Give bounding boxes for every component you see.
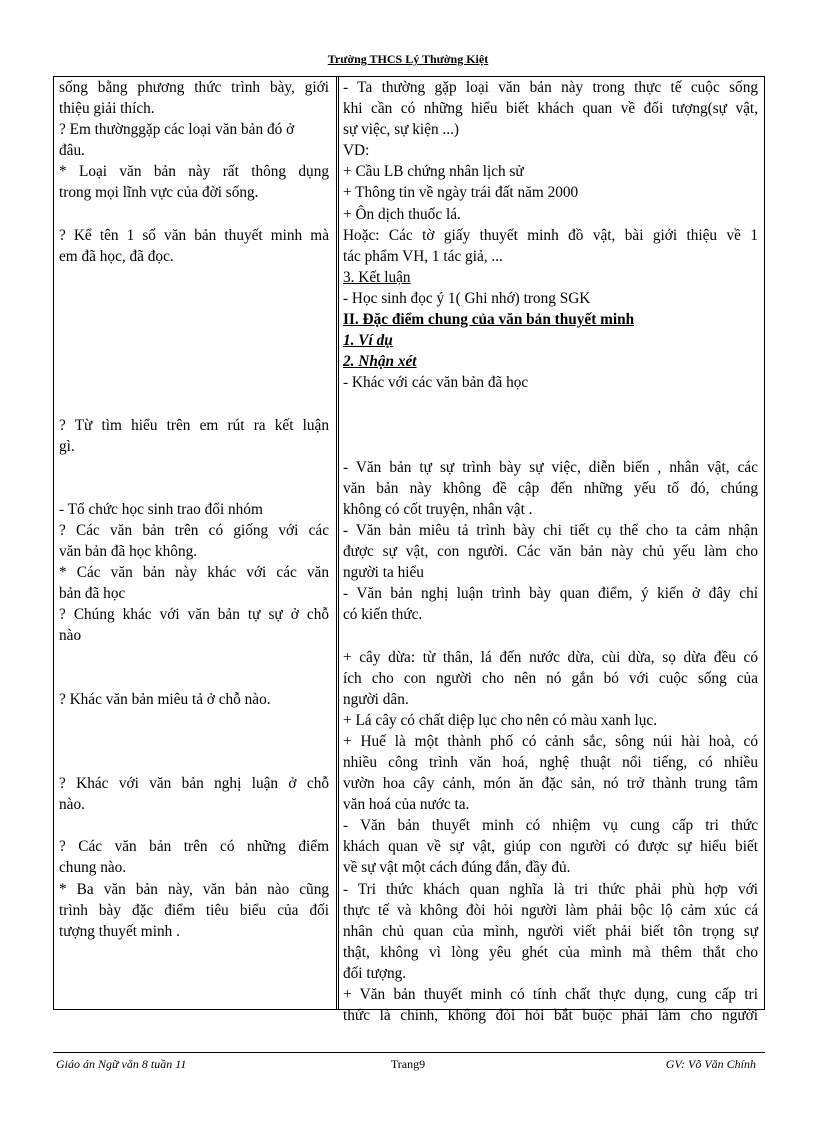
right-line: + cây dừa: từ thân, lá đến nước dừa, cùi dừa, sọ dừa đều có [343,648,758,666]
lesson-table [53,76,765,1025]
right-line: người ta hiểu [343,564,424,582]
left-line [59,288,329,309]
left-line [59,478,329,499]
left-line: đâu. [59,142,85,160]
left-line: tượng thuyết minh . [59,922,180,940]
right-line [343,393,758,414]
right-line: - Văn bản thuyết minh có nhiệm vụ cung cấp tri thức [343,817,758,835]
left-line [59,815,329,836]
section-heading-ket-luan: 3. Kết luận [343,268,411,286]
right-line [343,415,758,436]
right-line: vườn hoa cây cảnh, món ăn đặc sản, nó trở thành trung tâm [343,775,758,793]
left-line: ? Các văn bản trên có những điểm [59,838,329,856]
left-line: ? Khác văn bản miêu tả ở chỗ nào. [59,690,271,708]
left-line [59,393,329,414]
student-activity-column [343,77,758,1026]
page-header [0,52,816,67]
left-line [59,267,329,288]
right-line: + Cầu LB chứng nhân lịch sử [343,163,524,181]
right-line: khách quan về sự vật, giúp con người có được sự hiểu biết [343,838,758,856]
left-line: trình bày đặc điểm tiêu biểu của đối [59,901,329,919]
subheading-nhan-xet: 2. Nhận xét [343,353,417,371]
right-line: đối tượng. [343,964,407,982]
left-line: em đã học, đã đọc. [59,247,174,265]
left-line: * Các văn bản này khác với các văn [59,564,329,582]
subheading-vi-du: 1. Ví dụ [343,332,393,350]
left-line: ? Chúng khác với văn bản tự sự ở chỗ [59,606,329,624]
right-line: + Lá cây có chất diệp lục cho nên có màu xanh lục. [343,711,658,729]
right-line: văn hoá của nước ta. [343,796,470,814]
left-line: nào. [59,796,85,814]
right-line: - Khác với các văn bản đã học [343,374,529,392]
left-line: ? Từ tìm hiểu trên em rút ra kết luận [59,416,329,434]
right-line: - Văn bản miêu tả trình bày chi tiết cụ thể cho ta cảm nhận [343,521,758,539]
right-line: văn bản này không đề cập đến những yếu tố đó, chúng [343,479,758,497]
left-line: ? Em thườnggặp các loại văn bản đó ở [59,121,295,139]
right-line: VD: [343,142,370,160]
left-line: bản đã học [59,585,126,603]
right-line: được sự vật, con người. Các văn bản này chủ yếu làm cho [343,543,758,561]
right-line: thực tế và không đòi hỏi người làm phải bộc lộ cảm xúc cá [343,901,758,919]
right-line: - Văn bản tự sự trình bày sự việc, diễn biến , nhân vật, các [343,458,758,476]
right-line: + Huế là một thành phố có cảnh sắc, sông núi hài hoà, có [343,732,758,750]
left-line: văn bản đã học không. [59,543,198,561]
left-line [59,731,329,752]
left-line: gì. [59,437,75,455]
right-line: có kiến thức. [343,606,423,624]
teacher-activity-column [59,77,329,942]
left-line [59,647,329,668]
right-line: về sự vật một cách đúng đắn, đầy đủ. [343,859,571,877]
school-name: Trường THCS Lý Thường Kiệt [327,52,489,66]
right-line: + Thông tin về ngày trái đất năm 2000 [343,184,579,202]
left-line [59,372,329,393]
left-line: ? Các văn bản trên có giống với các [59,521,329,539]
right-line: - Ta thường gặp loại văn bản này trong thực tế cuộc sống [343,79,758,96]
right-line: thức là chính, không đòi hỏi bắt buộc phải làm cho người [343,1007,758,1025]
right-line: + Văn bản thuyết minh có tính chất thực dụng, cung cấp tri [343,986,758,1004]
footer-course: Giáo án Ngữ văn 8 tuần 11 [56,1057,187,1071]
footer-teacher: GV: Võ Văn Chính [665,1057,756,1071]
column-divider [336,77,339,1009]
right-line: - Học sinh đọc ý 1( Ghi nhớ) trong SGK [343,289,591,307]
right-line: ích cho con người cho nên nó gắn bó với cuộc sống của [343,669,758,687]
right-line: khi cần có những hiểu biết khách quan về đối tượng(sự vật, [343,100,758,118]
left-line: * Loại văn bản này rất thông dụng [59,163,329,181]
left-line [59,752,329,773]
section-heading-dac-diem: II. Đặc điểm chung của văn bản thuyết minh [343,311,635,329]
left-line: ? Khác với văn bản nghị luận ở chỗ [59,775,329,793]
left-line [59,204,329,225]
right-line: Hoặc: Các tờ giấy thuyết minh đồ vật, bài giới thiệu về 1 [343,226,758,244]
right-line [343,625,758,646]
right-line [343,436,758,457]
right-line: - Tri thức khách quan nghĩa là tri thức phải phù hợp với [343,880,758,898]
right-line: người dân. [343,690,409,708]
left-line [59,710,329,731]
left-line [59,330,329,351]
footer-divider [53,1052,765,1053]
left-line: sống bằng phương thức trình bày, giới [59,79,329,96]
left-line [59,668,329,689]
left-line [59,309,329,330]
right-line: - Văn bản nghị luận trình bày quan điểm, ý kiến ở đây chỉ [343,585,758,603]
right-line: không có cốt truyện, nhân vật . [343,500,533,518]
right-line: + Ôn dịch thuốc lá. [343,205,461,223]
right-line: nhiều công trình văn hoá, nghệ thuật nổi tiếng, có nhiều [343,754,758,771]
right-line: sự việc, sự kiện ...) [343,121,459,139]
right-line: tác phẩm VH, 1 tác giả, ... [343,247,503,265]
right-line: thật, không vì lòng yêu ghét của mình mà thêm thắt cho [343,943,758,961]
left-line: - Tổ chức học sinh trao đổi nhóm [59,500,263,518]
footer-page-number: Trang9 [390,1057,426,1071]
left-line: trong mọi lĩnh vực của đời sống. [59,184,259,202]
left-line: chung nào. [59,859,127,877]
left-line: * Ba văn bản này, văn bản nào cũng [59,880,329,898]
left-line: nào [59,627,82,645]
left-line [59,351,329,372]
left-line [59,457,329,478]
left-line: thiệu giải thích. [59,100,155,118]
left-line: ? Kể tên 1 số văn bản thuyết minh mà [59,226,329,244]
right-line: nhân chủ quan của mình, người viết phải biết tôn trọng sự [343,922,758,940]
